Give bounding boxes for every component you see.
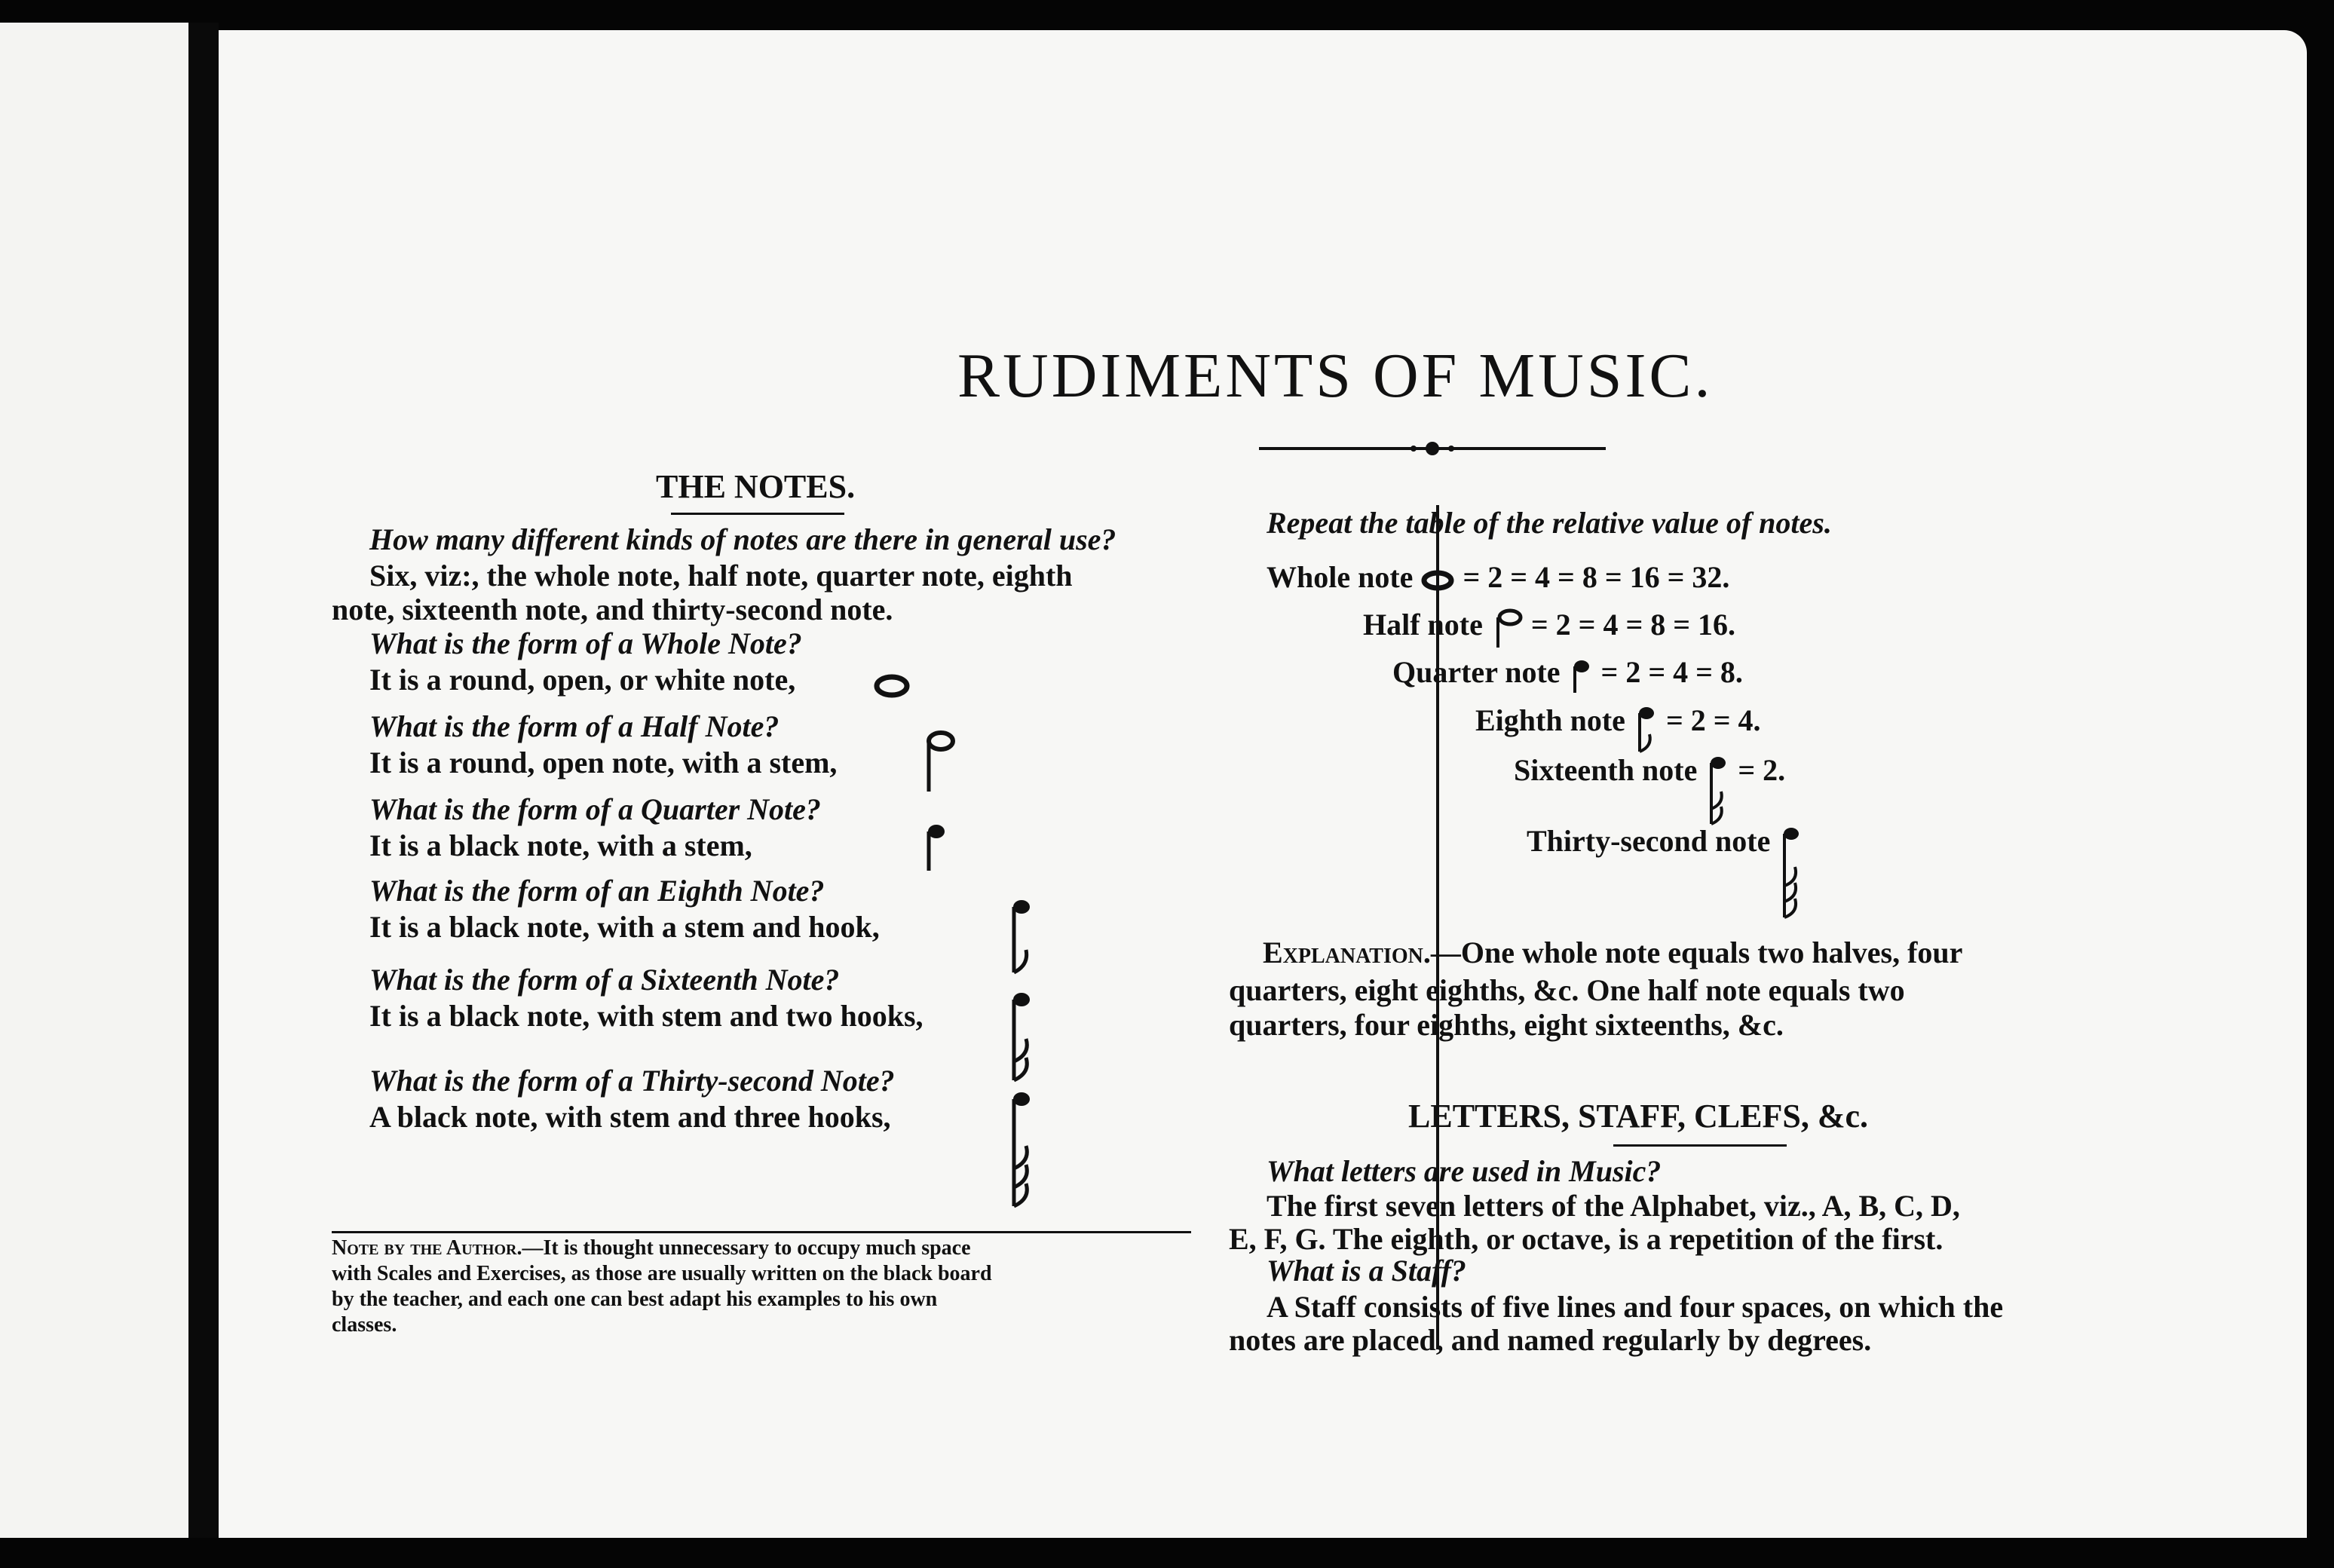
qa-answer: It is a black note, with a stem and hook,: [369, 910, 880, 944]
intro-answer-line2: note, sixteenth note, and thirty-second note.: [332, 593, 893, 626]
row-values: = 2 = 4 = 8 = 16.: [1530, 608, 1736, 642]
row-values: = 2.: [1738, 753, 1786, 787]
author-note-text: —It is thought unnecessary to occupy much space: [522, 1236, 971, 1260]
quarter-note-icon: [1568, 657, 1594, 694]
thirty-second-note-icon: [1006, 1086, 1037, 1214]
qa-answer: It is a round, open, or white note,: [369, 663, 796, 697]
qa-answer: It is a black note, with stem and two hooks,: [369, 999, 923, 1033]
qa-answer: It is a round, open note, with a stem,: [369, 746, 838, 779]
explanation-line1: [1263, 935, 1962, 970]
letters-heading: LETTERS, STAFF, CLEFS, &c.: [1408, 1098, 1869, 1135]
explanation-text: —One whole note equals two halves, four: [1430, 936, 1963, 969]
sixteenth-note-icon: [1705, 752, 1730, 828]
left-page-edge: [0, 23, 188, 1538]
row-label: Half note: [1363, 608, 1483, 642]
author-note-line3: by the teacher, and each one can best adapt his examples to his own: [332, 1288, 938, 1311]
row-label: Quarter note: [1392, 655, 1561, 689]
row-values: = 2 = 4 = 8 = 16 = 32.: [1463, 560, 1730, 594]
thirty-second-note-icon: [1778, 823, 1805, 921]
intro-answer-line1: Six, viz:, the whole note, half note, quarter note, eighth: [369, 559, 1073, 593]
book-page: [219, 30, 2307, 1538]
explanation-label: Explanation.: [1263, 936, 1431, 969]
table-row-eighth: [1475, 703, 1761, 755]
intro-question: How many different kinds of notes are there in general use?: [369, 522, 1116, 556]
eighth-note-icon: [1633, 703, 1659, 755]
table-row-whole: [1267, 559, 1729, 595]
row-label: Sixteenth note: [1514, 753, 1698, 787]
author-note-line2: with Scales and Exercises, as those are usually written on the black board: [332, 1262, 992, 1285]
table-row-thirty-second: [1527, 823, 1805, 921]
qa-question: What is the form of an Eighth Note?: [369, 874, 825, 908]
qa-question: What is the form of a Half Note?: [369, 709, 780, 743]
author-note-rule: [332, 1231, 1191, 1233]
whole-note-icon: [873, 671, 911, 701]
row-label: Whole note: [1267, 560, 1414, 594]
letters-question: What letters are used in Music?: [1267, 1154, 1662, 1188]
half-note-icon: [1490, 607, 1524, 649]
value-table-heading: Repeat the table of the relative value of notes.: [1267, 506, 1832, 540]
row-values: = 2 = 4.: [1665, 703, 1761, 737]
page-title: RUDIMENTS OF MUSIC.: [957, 341, 1714, 411]
whole-note-icon: [1420, 569, 1455, 592]
table-row-sixteenth: [1514, 752, 1785, 828]
quarter-note-icon: [921, 818, 951, 878]
qa-question: What is the form of a Thirty-second Note?: [369, 1064, 895, 1098]
letters-answer-line1: The first seven letters of the Alphabet, viz., A, B, C, D,: [1267, 1189, 1960, 1223]
staff-answer-line2: notes are placed, and named regularly by degrees.: [1229, 1323, 1872, 1357]
author-note-line4: classes.: [332, 1313, 397, 1337]
explanation-line3: quarters, four eighths, eight sixteenths, &c.: [1229, 1008, 1784, 1042]
staff-answer-line1: A Staff consists of five lines and four spaces, on which the: [1267, 1290, 2004, 1324]
notes-heading-rule: [671, 513, 844, 515]
row-label: Eighth note: [1475, 703, 1625, 737]
notes-heading: THE NOTES.: [656, 468, 856, 505]
qa-question: What is the form of a Quarter Note?: [369, 792, 821, 826]
title-ornament: [1259, 437, 1606, 460]
half-note-icon: [920, 727, 957, 795]
book-gutter: [188, 23, 219, 1538]
staff-question: What is a Staff?: [1267, 1254, 1466, 1288]
qa-question: What is the form of a Whole Note?: [369, 626, 802, 660]
author-note-label: Note by the Author.: [332, 1236, 522, 1260]
row-label: Thirty-second note: [1527, 824, 1771, 858]
table-row-quarter: [1392, 654, 1743, 694]
letters-answer-line2: E, F, G. The eighth, or octave, is a repetition of the first.: [1229, 1222, 1943, 1256]
explanation-line2: quarters, eight eighths, &c. One half note equals two: [1229, 973, 1905, 1007]
row-values: = 2 = 4 = 8.: [1600, 655, 1743, 689]
letters-heading-rule: [1613, 1144, 1787, 1147]
qa-answer: It is a black note, with a stem,: [369, 828, 752, 862]
table-row-half: [1363, 607, 1735, 649]
sixteenth-note-icon: [1006, 986, 1037, 1092]
author-note-line1: [332, 1236, 971, 1260]
eighth-note-icon: [1006, 893, 1037, 984]
qa-answer: A black note, with stem and three hooks,: [369, 1100, 891, 1134]
qa-question: What is the form of a Sixteenth Note?: [369, 963, 840, 997]
